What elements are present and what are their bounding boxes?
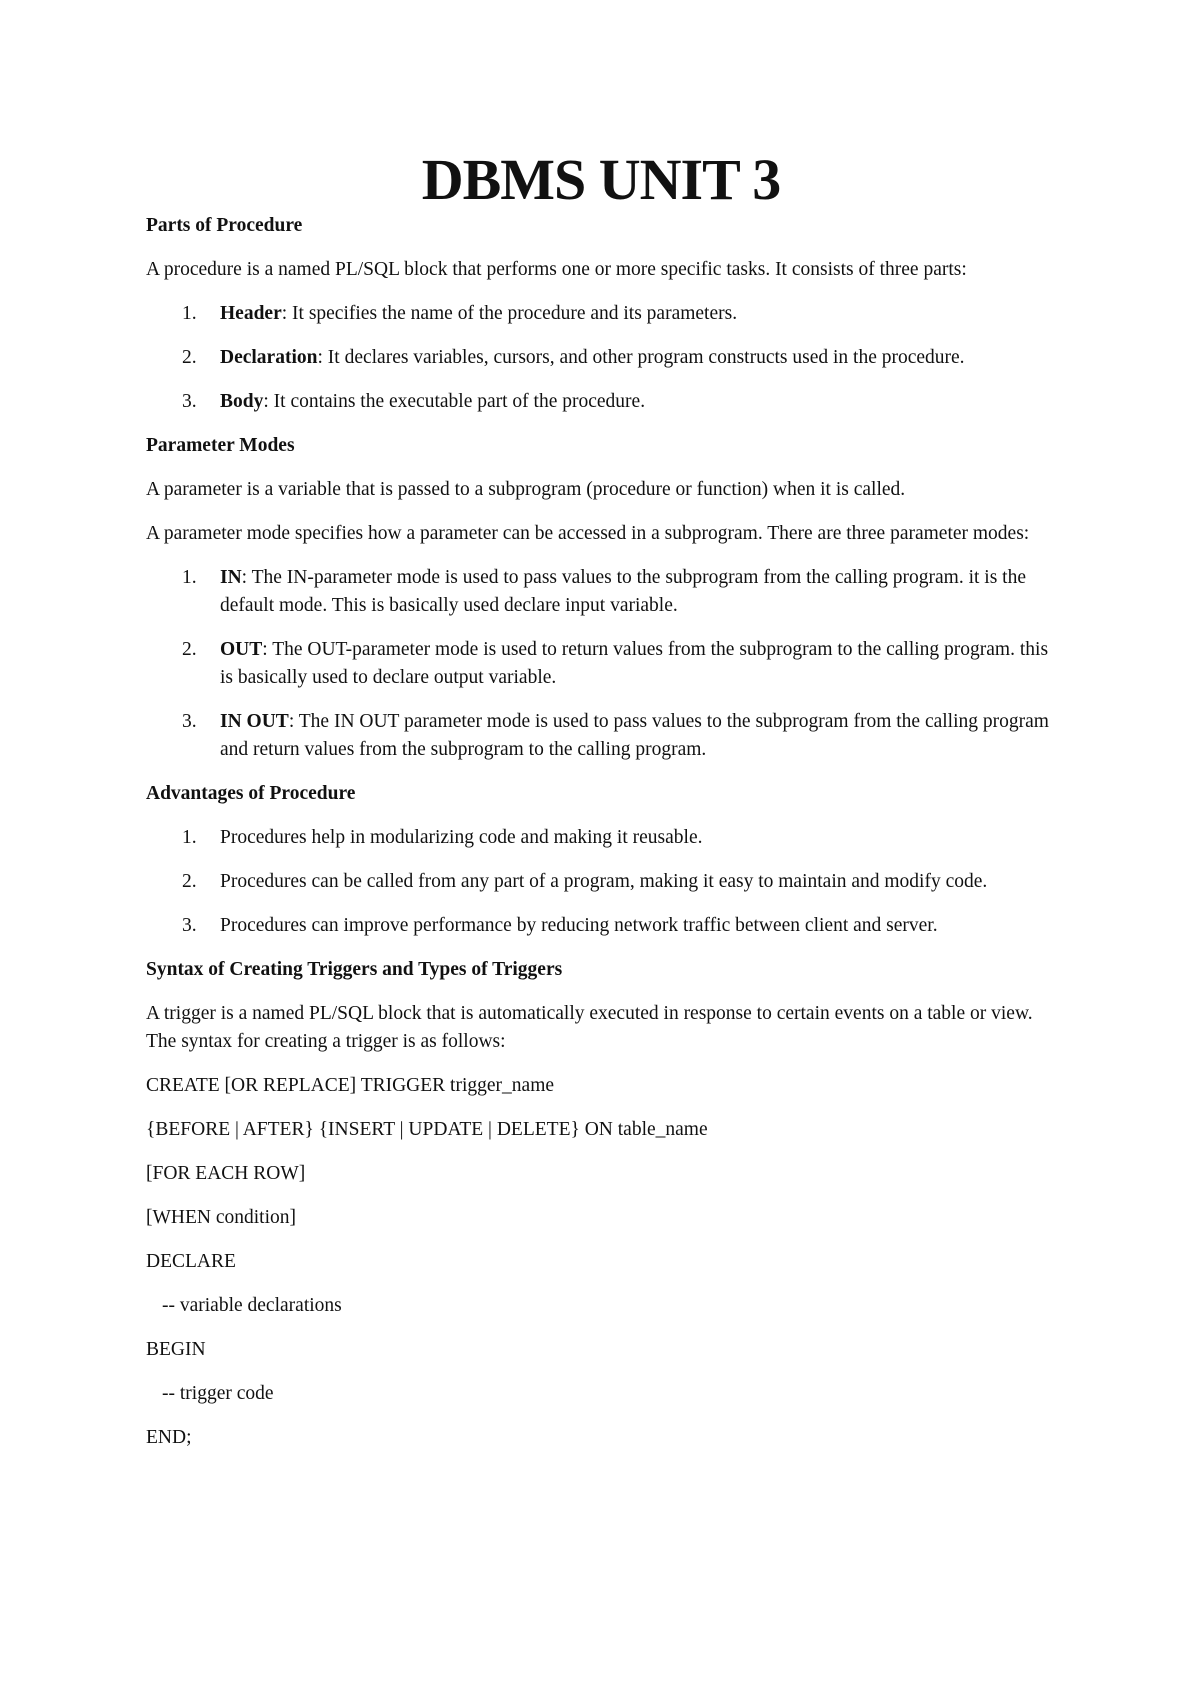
code-line: -- variable declarations <box>162 1295 342 1316</box>
list-text: : It specifies the name of the procedure and its parameters. <box>281 303 738 324</box>
code-line: DECLARE <box>146 1251 236 1272</box>
section-heading: Parameter Modes <box>146 435 295 456</box>
section-parts-of-procedure <box>146 212 1056 416</box>
list-item <box>146 824 1056 852</box>
code-line: BEGIN <box>146 1339 206 1360</box>
paragraph: A parameter mode specifies how a parameter can be accessed in a subprogram. There are three parameter modes: <box>146 523 1030 544</box>
list-text: : It contains the executable part of the procedure. <box>263 391 646 412</box>
code-line: END; <box>146 1427 192 1448</box>
code-line: -- trigger code <box>162 1383 274 1404</box>
paragraph: A parameter is a variable that is passed to a subprogram (procedure or function) when it is called. <box>146 479 906 500</box>
list-number: 3. <box>182 391 197 412</box>
list-term: Declaration <box>220 347 318 368</box>
trigger-syntax-block <box>146 1072 1056 1452</box>
list-number: 1. <box>182 567 197 588</box>
list-text: Procedures can improve performance by reducing network traffic between client and server. <box>220 915 938 936</box>
list-item <box>146 868 1056 896</box>
list-number: 2. <box>182 871 197 892</box>
code-line: [FOR EACH ROW] <box>146 1163 306 1184</box>
list-number: 2. <box>182 639 197 660</box>
list-item <box>146 912 1056 940</box>
section-parameter-modes <box>146 432 1056 764</box>
section-heading: Advantages of Procedure <box>146 783 356 804</box>
list-text: : The IN OUT parameter mode is used to pass values to the subprogram from the calling program and return values from the subprogram to the calling program. <box>220 711 1049 760</box>
section-advantages <box>146 780 1056 940</box>
list-term: Body <box>220 391 264 412</box>
paragraph: A trigger is a named PL/SQL block that is automatically executed in response to certain events on a table or view. The syntax for creating a trigger is as follows: <box>146 1003 1033 1052</box>
list-text: Procedures help in modularizing code and making it reusable. <box>220 827 703 848</box>
list-number: 3. <box>182 711 197 732</box>
section-heading: Syntax of Creating Triggers and Types of Triggers <box>146 959 563 980</box>
list-term: IN <box>220 567 242 588</box>
document-page <box>146 0 1056 1452</box>
list-number: 1. <box>182 303 197 324</box>
list-term: IN OUT <box>220 711 289 732</box>
list-term: OUT <box>220 639 263 660</box>
code-line: [WHEN condition] <box>146 1207 297 1228</box>
section-triggers <box>146 956 1056 1452</box>
list-number: 3. <box>182 915 197 936</box>
list-text: : It declares variables, cursors, and other program constructs used in the procedure. <box>317 347 965 368</box>
list-text: : The OUT-parameter mode is used to return values from the subprogram to the calling program. this is basically used to declare output variable. <box>220 639 1049 688</box>
document-title: DBMS UNIT 3 <box>421 147 781 212</box>
list-term: Header <box>220 303 282 324</box>
numbered-list <box>146 824 1056 940</box>
list-item <box>146 300 1056 328</box>
list-item <box>146 344 1056 372</box>
list-text: : The IN-parameter mode is used to pass values to the subprogram from the calling program. it is the default mode. This is basically used declare input variable. <box>220 567 1026 616</box>
numbered-list <box>146 564 1056 764</box>
code-line: CREATE [OR REPLACE] TRIGGER trigger_name <box>146 1075 555 1096</box>
list-item <box>146 388 1056 416</box>
list-number: 2. <box>182 347 197 368</box>
list-number: 1. <box>182 827 197 848</box>
list-item <box>146 564 1056 620</box>
section-heading: Parts of Procedure <box>146 215 303 236</box>
list-item <box>146 708 1056 764</box>
list-text: Procedures can be called from any part of a program, making it easy to maintain and modify code. <box>220 871 988 892</box>
code-line: {BEFORE | AFTER} {INSERT | UPDATE | DELETE} ON table_name <box>146 1119 708 1140</box>
list-item <box>146 636 1056 692</box>
paragraph: A procedure is a named PL/SQL block that performs one or more specific tasks. It consists of three parts: <box>146 259 967 280</box>
numbered-list <box>146 300 1056 416</box>
